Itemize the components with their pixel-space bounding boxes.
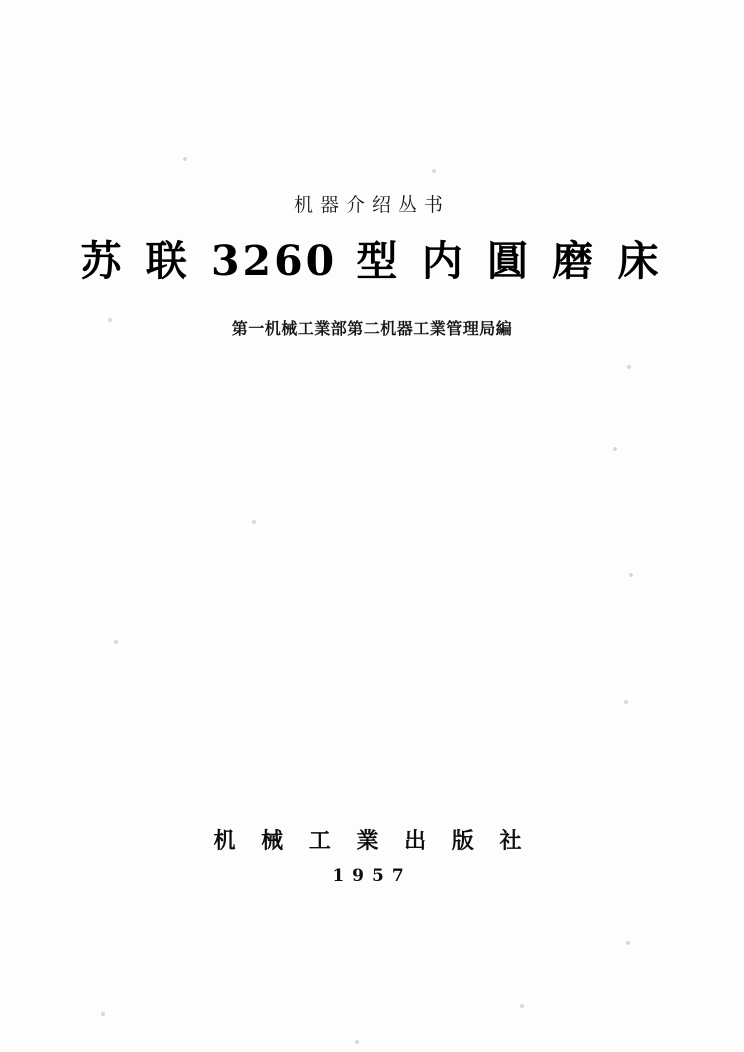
scan-speck xyxy=(355,1040,359,1044)
title-model-number: 3260 xyxy=(211,237,338,285)
scan-speck xyxy=(624,700,628,704)
scan-speck xyxy=(613,447,617,451)
scan-speck xyxy=(101,1012,105,1016)
editor-credit: 第一机械工業部第二机器工業管理局編 xyxy=(231,319,513,338)
publisher-name: 机 械 工 業 出 版 社 xyxy=(213,829,531,854)
title-prefix: 苏 联 xyxy=(80,237,212,285)
title-suffix: 型 内 圓 磨 床 xyxy=(337,237,664,285)
scan-speck xyxy=(520,1004,524,1008)
scan-speck xyxy=(252,520,256,524)
scan-speck xyxy=(626,941,630,945)
scan-speck xyxy=(432,169,436,173)
scan-speck xyxy=(627,365,631,369)
scan-speck xyxy=(629,573,633,577)
page-title xyxy=(0,228,744,287)
publication-year: 1957 xyxy=(332,866,412,886)
scan-speck xyxy=(114,640,118,644)
scan-speck xyxy=(183,157,187,161)
scan-speck xyxy=(108,318,112,322)
series-label: 机器介绍丛书 xyxy=(293,194,450,216)
